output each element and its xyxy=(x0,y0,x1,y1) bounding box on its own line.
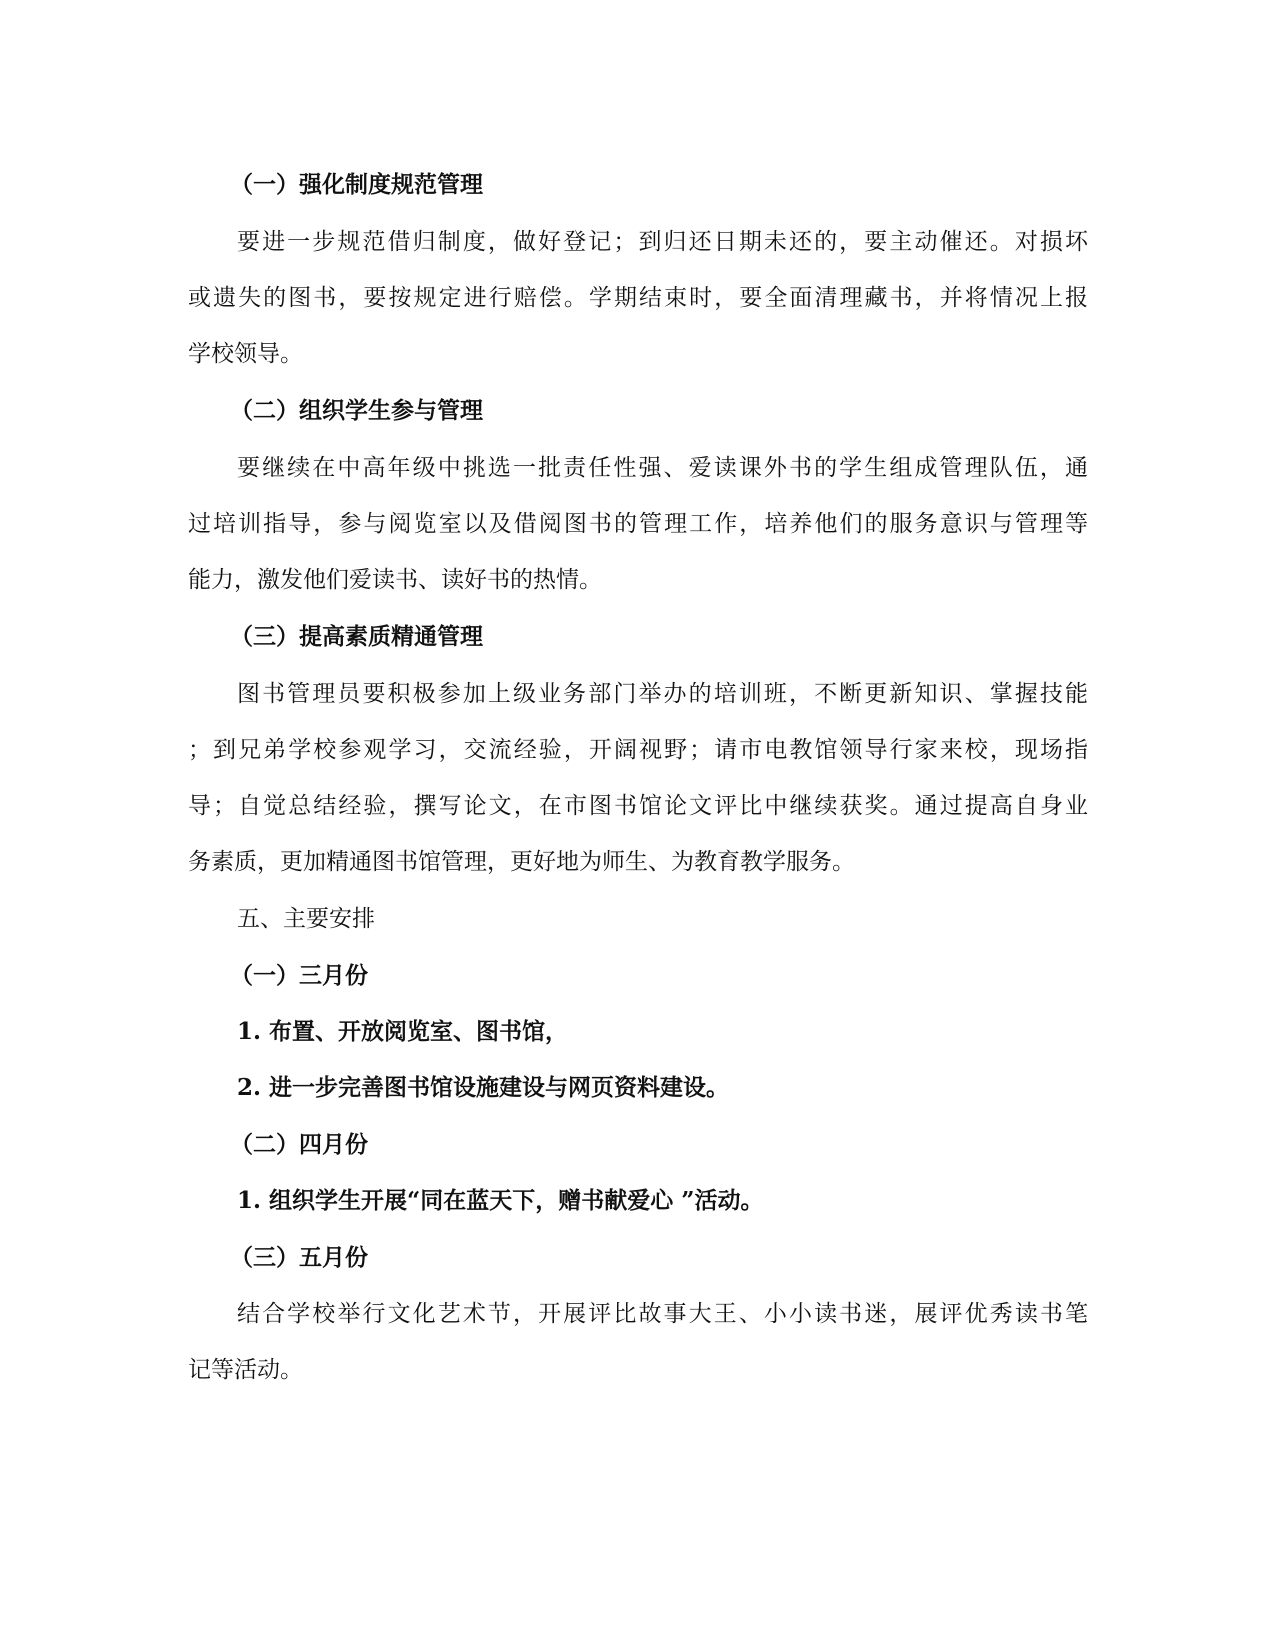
paragraph-line: 记等活动。 xyxy=(188,1357,303,1383)
month-heading-april: （二）四月份 xyxy=(230,1131,368,1158)
paragraph-line: 要继续在中高年级中挑选一批责任性强、爱读课外书的学生组成管理队伍，通 xyxy=(237,455,1088,481)
section-heading-1: （一）强化制度规范管理 xyxy=(230,171,483,198)
list-item: 1. 布置、开放阅览室、图书馆， xyxy=(237,1018,569,1045)
month-heading-march: （一）三月份 xyxy=(230,962,368,989)
section-heading-2: （二）组织学生参与管理 xyxy=(230,397,483,424)
list-item: 2. 进一步完善图书馆设施建设与网页资料建设。 xyxy=(237,1074,730,1101)
paragraph-line: ；到兄弟学校参观学习，交流经验，开阔视野；请市电教馆领导行家来校，现场指 xyxy=(188,737,1088,763)
month-heading-may: （三）五月份 xyxy=(230,1244,368,1271)
paragraph-line: 能力，激发他们爱读书、读好书的热情。 xyxy=(188,567,602,593)
section-heading-3: （三）提高素质精通管理 xyxy=(230,623,483,650)
paragraph-line: 或遗失的图书，要按规定进行赔偿。学期结束时，要全面清理藏书，并将情况上报 xyxy=(188,285,1088,311)
paragraph-line: 过培训指导，参与阅览室以及借阅图书的管理工作，培养他们的服务意识与管理等 xyxy=(188,511,1088,537)
list-item: 1. 组织学生开展“同在蓝天下，赠书献爱心 ”活动。 xyxy=(237,1187,764,1214)
paragraph-line: 结合学校举行文化艺术节，开展评比故事大王、小小读书迷，展评优秀读书笔 xyxy=(237,1301,1088,1327)
paragraph-line: 要进一步规范借归制度，做好登记；到归还日期未还的，要主动催还。对损坏 xyxy=(237,229,1088,255)
paragraph-line: 导；自觉总结经验，撰写论文，在市图书馆论文评比中继续获奖。通过提高自身业 xyxy=(188,793,1088,819)
part-five-title: 五、主要安排 xyxy=(237,906,375,932)
paragraph-line: 务素质，更加精通图书馆管理，更好地为师生、为教育教学服务。 xyxy=(188,849,855,875)
paragraph-line: 学校领导。 xyxy=(188,341,303,367)
paragraph-line: 图书管理员要积极参加上级业务部门举办的培训班，不断更新知识、掌握技能 xyxy=(237,681,1088,707)
